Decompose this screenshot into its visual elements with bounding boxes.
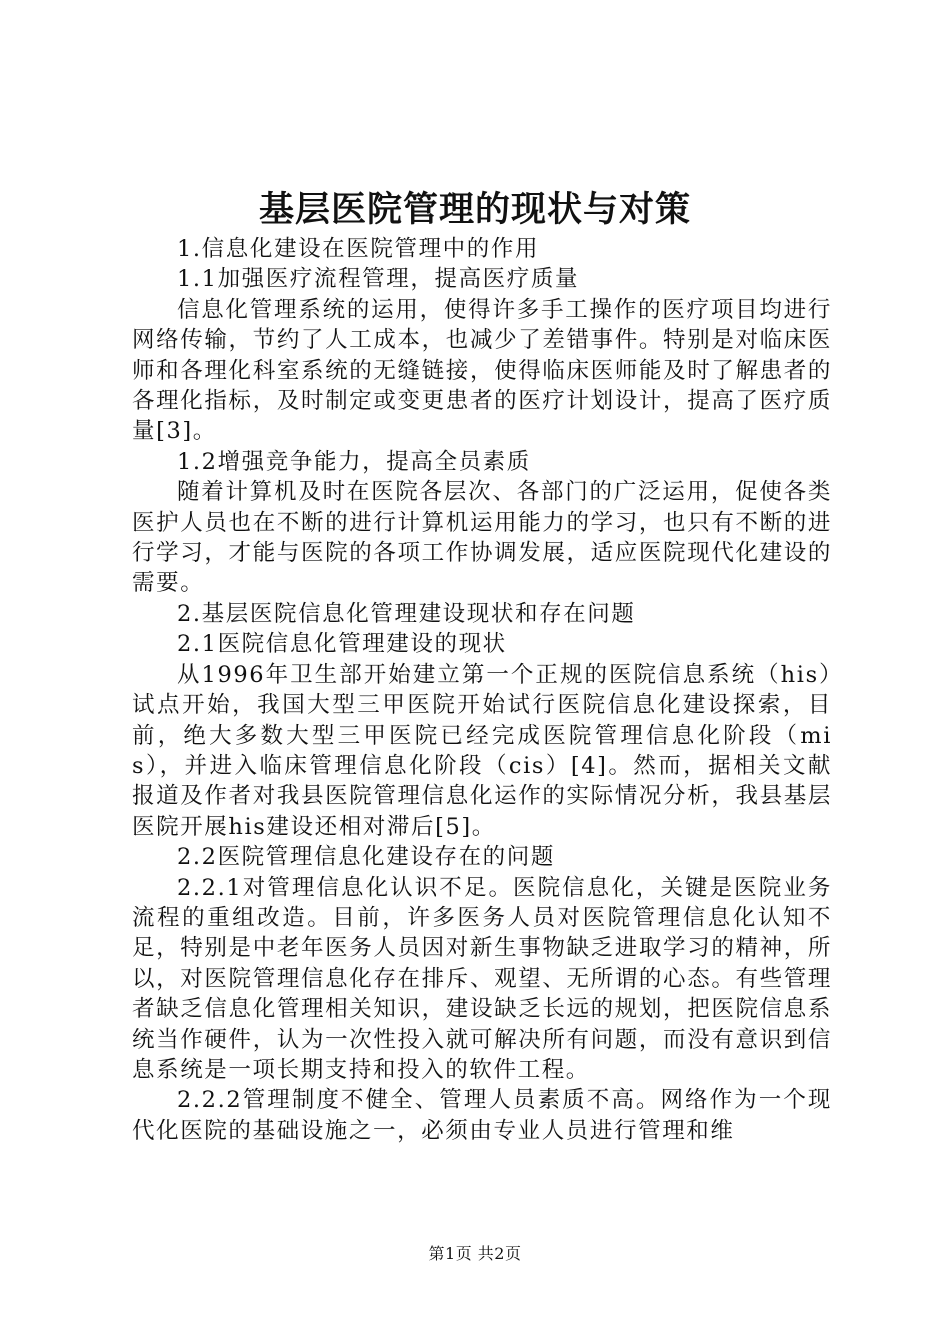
subsection-heading: 2.1医院信息化管理建设的现状 [177,631,507,658]
body-paragraph: 2.2.1对管理信息化认识不足。医院信息化，关键是医院业务流程的重组改造。目前，许多医务人员对医院管理信息化认知不足，特别是中老年医务人员因对新生事物缺乏进取学习的精神，所以，对医院管理信息化存在排斥、观望、无所谓的心态。有些管理者缺乏信息化管理相关知识，建设缺乏长远的规划，把医院信息系统当作硬件，认为一次性投入就可解决所有问题，而没有意识到信息系统是一项长期支持和投入的软件工程。 [132,874,832,1083]
document-title: 基层医院管理的现状与对策 [258,189,691,230]
page-footer: 第1页 共2页 [428,1244,522,1263]
body-paragraph: 随着计算机及时在医院各层次、各部门的广泛运用，促使各类医护人员也在不断的进行计算机运用能力的学习，也只有不断的进行学习，才能与医院的各项工作协调发展，适应医院现代化建设的需要。 [132,479,832,597]
body-paragraph: 从1996年卫生部开始建立第一个正规的医院信息系统（his）试点开始，我国大型三甲医院开始试行医院信息化建设探索，目前，绝大多数大型三甲医院已经完成医院管理信息化阶段（mis），并进入临床管理信息化阶段（cis）[4]。然而，据相关文献报道及作者对我县医院管理信息化运作的实际情况分析，我县基层医院开展his建设还相对滞后[5]。 [132,661,832,840]
subsection-heading: 2.2医院管理信息化建设存在的问题 [177,844,555,871]
section-heading: 1.信息化建设在医院管理中的作用 [177,236,540,262]
document-body [132,234,832,1146]
body-paragraph: 2.2.2管理制度不健全、管理人员素质不高。网络作为一个现代化医院的基础设施之一，必须由专业人员进行管理和维 [132,1087,832,1144]
subsection-heading: 1.1加强医疗流程管理，提高医疗质量 [177,266,580,293]
subsection-heading: 1.2增强竞争能力，提高全员素质 [177,448,531,475]
section-heading: 2.基层医院信息化管理建设现状和存在问题 [177,600,636,627]
body-paragraph: 信息化管理系统的运用，使得许多手工操作的医疗项目均进行网络传输，节约了人工成本，也减少了差错事件。特别是对临床医师和各理化科室系统的无缝链接，使得临床医师能及时了解患者的各理化指标，及时制定或变更患者的医疗计划设计，提高了医疗质量[3]。 [132,296,832,445]
